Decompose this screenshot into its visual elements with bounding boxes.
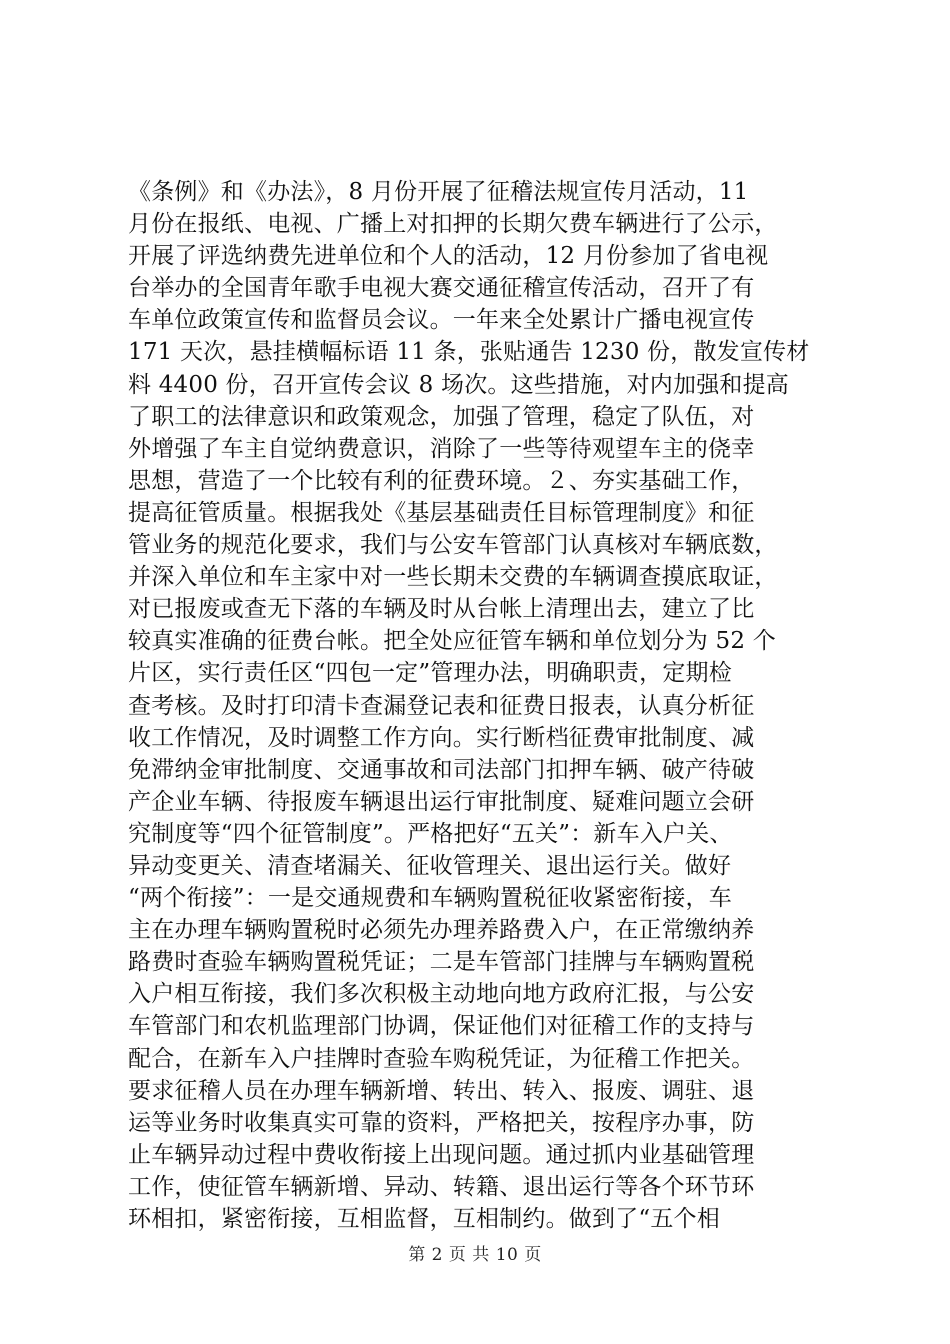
text-line: 较真实准确的征费台帐。把全处应征管车辆和单位划分为 52 个: [128, 628, 776, 655]
text-line: 异动变更关、清查堵漏关、征收管理关、退出运行关。做好: [128, 852, 732, 879]
body-text: [128, 176, 828, 1235]
text-line: 思想，营造了一个比较有利的征费环境。２、夯实基础工作，: [128, 467, 755, 494]
text-line: 片区，实行责任区“四包一定”管理办法，明确职责，定期检: [128, 660, 732, 687]
text-line: 主在办理车辆购置税时必须先办理养路费入户，在正常缴纳养: [128, 917, 755, 944]
text-line: 要求征稽人员在办理车辆新增、转出、转入、报废、调驻、退: [128, 1077, 755, 1104]
text-line: 料 4400 份，召开宣传会议 8 场次。这些措施，对内加强和提高: [128, 371, 790, 398]
text-line: 了职工的法律意识和政策观念，加强了管理，稳定了队伍，对: [128, 403, 755, 430]
text-line: 台举办的全国青年歌手电视大赛交通征稽宣传活动，召开了有: [128, 275, 755, 302]
text-line: 171 天次，悬挂横幅标语 11 条，张贴通告 1230 份，散发宣传材: [128, 339, 810, 366]
text-line: “两个衔接”：一是交通规费和车辆购置税征收紧密衔接，车: [128, 885, 732, 912]
text-line: 并深入单位和车主家中对一些长期未交费的车辆调查摸底取证，: [128, 564, 778, 591]
text-line: 《条例》和《办法》，8 月份开展了征稽法规宣传月活动，11: [128, 179, 749, 205]
text-line: 产企业车辆、待报废车辆退出运行审批制度、疑难问题立会研: [128, 788, 755, 815]
text-line: 免滞纳金审批制度、交通事故和司法部门扣押车辆、破产待破: [128, 756, 755, 783]
text-line: 收工作情况，及时调整工作方向。实行断档征费审批制度、减: [128, 724, 755, 751]
text-line: 月份在报纸、电视、广播上对扣押的长期欠费车辆进行了公示，: [128, 211, 778, 238]
text-line: 运等业务时收集真实可靠的资料，严格把关，按程序办事，防: [128, 1109, 755, 1136]
text-line: 提高征管质量。根据我处《基层基础责任目标管理制度》和征: [128, 499, 755, 526]
text-line: 环相扣，紧密衔接，互相监督，互相制约。做到了“五个相: [128, 1206, 720, 1232]
text-line: 究制度等“四个征管制度”。严格把好“五关”：新车入户关、: [128, 820, 733, 847]
text-line: 工作，使征管车辆新增、异动、转籍、退出运行等各个环节环: [128, 1173, 755, 1200]
text-line: 止车辆异动过程中费收衔接上出现问题。通过抓内业基础管理: [128, 1141, 755, 1168]
text-line: 配合，在新车入户挂牌时查验车购税凭证，为征稽工作把关。: [128, 1045, 755, 1072]
text-line: 查考核。及时打印清卡查漏登记表和征费日报表，认真分析征: [128, 692, 755, 719]
text-line: 对已报废或查无下落的车辆及时从台帐上清理出去，建立了比: [128, 596, 755, 623]
text-line: 外增强了车主自觉纳费意识，消除了一些等待观望车主的侥幸: [128, 435, 755, 462]
text-line: 管业务的规范化要求，我们与公安车管部门认真核对车辆底数，: [128, 532, 778, 559]
text-line: 车管部门和农机监理部门协调，保证他们对征稽工作的支持与: [128, 1013, 755, 1040]
text-line: 入户相互衔接，我们多次积极主动地向地方政府汇报，与公安: [128, 981, 755, 1008]
text-line: 车单位政策宣传和监督员会议。一年来全处累计广播电视宣传: [128, 307, 755, 334]
text-line: 开展了评选纳费先进单位和个人的活动，12 月份参加了省电视: [128, 243, 769, 270]
page-number-footer: 第 2 页 共 10 页: [408, 1245, 542, 1265]
text-line: 路费时查验车辆购置税凭证；二是车管部门挂牌与车辆购置税: [128, 949, 755, 976]
